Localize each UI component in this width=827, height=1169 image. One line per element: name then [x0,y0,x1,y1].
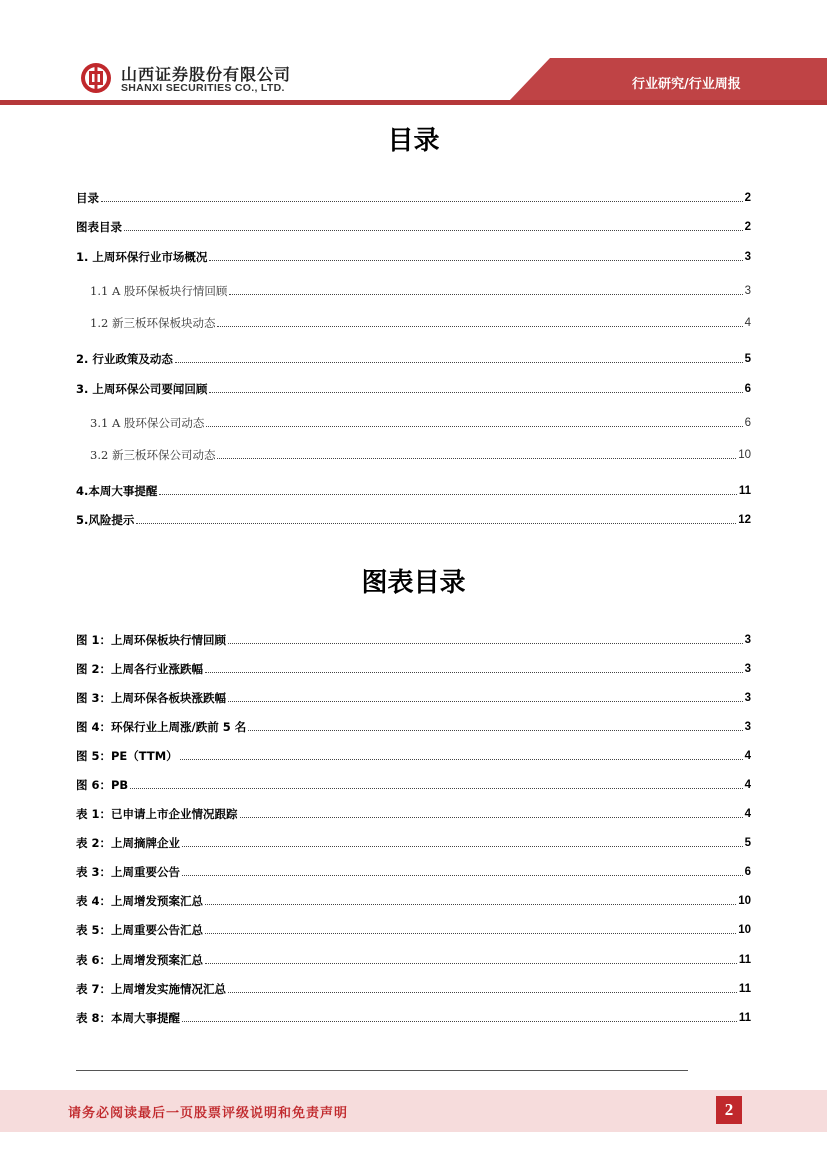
figure-entry-page: 11 [738,1012,751,1024]
toc-entry-page: 5 [744,353,751,365]
header-divider [0,100,827,105]
toc-entry-label: 1.2 新三板环保板块动态 [90,316,216,330]
figure-entry[interactable] [76,718,751,734]
leader-dots [228,991,737,993]
figure-entry[interactable] [76,951,751,967]
toc-entry[interactable] [76,350,751,366]
leader-dots [159,493,736,495]
toc-entry-label: 3.2 新三板环保公司动态 [90,448,216,462]
figure-entry-label: 表 8：本周大事提醒 [76,1011,181,1025]
figure-entry-label: 表 3：上周重要公告 [76,865,181,879]
figure-entry-label: 表 7：上周增发实施情况汇总 [76,982,227,996]
toc-entry-page: 2 [744,221,751,233]
figure-entry-page: 3 [744,692,751,704]
leader-dots [205,962,737,964]
figure-entry[interactable] [76,689,751,705]
leader-dots [175,361,743,363]
leader-dots [228,700,743,702]
toc-entry[interactable] [76,482,751,498]
report-type-label: 行业研究/行业周报 [632,77,741,92]
leader-dots [209,391,742,393]
figure-entry[interactable] [76,921,751,937]
toc-entry-page: 6 [744,417,751,429]
toc-entry-label: 3.1 A 股环保公司动态 [90,416,205,430]
figure-entry-label: 图 4：环保行业上周涨/跌前 5 名 [76,720,247,734]
toc-subentry[interactable] [90,414,751,430]
leader-dots [248,729,742,731]
leader-dots [229,293,742,295]
figure-entry-label: 表 4：上周增发预案汇总 [76,894,204,908]
figure-entry-label: 表 2：上周摘牌企业 [76,836,181,850]
leader-dots [205,903,736,905]
toc-title: 目录 [387,126,440,156]
leader-dots [206,425,742,427]
figure-entry-label: 图 2：上周各行业涨跌幅 [76,662,204,676]
toc-entry-page: 10 [738,449,751,461]
figure-entry-page: 11 [738,954,751,966]
toc-entry-label: 2. 行业政策及动态 [76,352,173,366]
figure-entry-page: 10 [738,924,751,936]
figure-entry[interactable] [76,1009,751,1025]
toc-entry-page: 2 [744,192,751,204]
toc-entry-page: 6 [744,383,751,395]
toc-entry-label: 3. 上周环保公司要闻回顾 [76,382,208,396]
figure-entry[interactable] [76,863,751,879]
toc-entry-label: 图表目录 [76,220,122,234]
figure-entry[interactable] [76,776,751,792]
figure-entry[interactable] [76,747,751,763]
figure-entry-label: 图 6：PB [76,778,129,792]
leader-dots [182,874,743,876]
leader-dots [182,845,743,847]
figure-entry-label: 表 5：上周重要公告汇总 [76,923,204,937]
toc-entry[interactable] [76,248,751,264]
figure-entry[interactable] [76,660,751,676]
figure-entry[interactable] [76,631,751,647]
toc-subentry[interactable] [90,446,751,462]
toc-subentry[interactable] [90,282,751,298]
figure-entry-page: 4 [744,808,751,820]
leader-dots [101,200,743,202]
toc-entry-page: 4 [744,317,751,329]
figure-entry[interactable] [76,892,751,908]
leader-dots [124,229,743,231]
toc-entry-page: 12 [738,514,751,526]
figure-entry-page: 3 [744,721,751,733]
figure-entry-page: 11 [738,983,751,995]
toc-entry-page: 3 [744,251,751,263]
leader-dots [180,758,743,760]
toc-entry-page: 11 [738,485,751,497]
page-header [0,0,827,110]
toc-subentry[interactable] [90,314,751,330]
leader-dots [205,671,743,673]
toc-entry[interactable] [76,189,751,205]
figure-entry-page: 4 [744,779,751,791]
leader-dots [217,457,736,459]
company-name-cn: 山西证券股份有限公司 [121,65,292,84]
figures-title: 图表目录 [361,568,466,598]
figure-entry-page: 5 [744,837,751,849]
leader-dots [136,522,736,524]
figure-entry-label: 表 6：上周增发预案汇总 [76,953,204,967]
toc-entry-page: 3 [744,285,751,297]
toc-entry[interactable] [76,511,751,527]
figure-entry-label: 图 5：PE（TTM） [76,749,178,763]
figure-entry[interactable] [76,834,751,850]
leader-dots [182,1020,737,1022]
leader-dots [205,932,736,934]
toc-entry[interactable] [76,218,751,234]
leader-dots [209,259,742,261]
page-number: 2 [716,1096,742,1124]
figure-entry-page: 10 [738,895,751,907]
toc-entry[interactable] [76,380,751,396]
toc-entry-label: 5.风险提示 [76,513,135,527]
disclaimer-notice: 请务必阅读最后一页股票评级说明和免责声明 [68,1106,349,1121]
leader-dots [130,787,742,789]
figure-entry-label: 图 1：上周环保板块行情回顾 [76,633,227,647]
company-name-en: SHANXI SECURITIES CO., LTD. [121,82,285,94]
figure-entry-label: 表 1：已申请上市企业情况跟踪 [76,807,238,821]
figure-entry-page: 4 [744,750,751,762]
footer-divider [76,1070,688,1071]
leader-dots [228,642,743,644]
leader-dots [217,325,742,327]
leader-dots [240,816,743,818]
toc-entry-label: 目录 [76,191,99,205]
figure-entry-label: 图 3：上周环保各板块涨跌幅 [76,691,227,705]
company-logo-icon [80,62,112,94]
figure-entry-page: 3 [744,663,751,675]
figure-entry[interactable] [76,805,751,821]
toc-entry-label: 4.本周大事提醒 [76,484,158,498]
toc-entry-label: 1. 上周环保行业市场概况 [76,250,208,264]
toc-entry-label: 1.1 A 股环保板块行情回顾 [90,284,228,298]
figure-entry-page: 3 [744,634,751,646]
figure-entry[interactable] [76,980,751,996]
figure-entry-page: 6 [744,866,751,878]
